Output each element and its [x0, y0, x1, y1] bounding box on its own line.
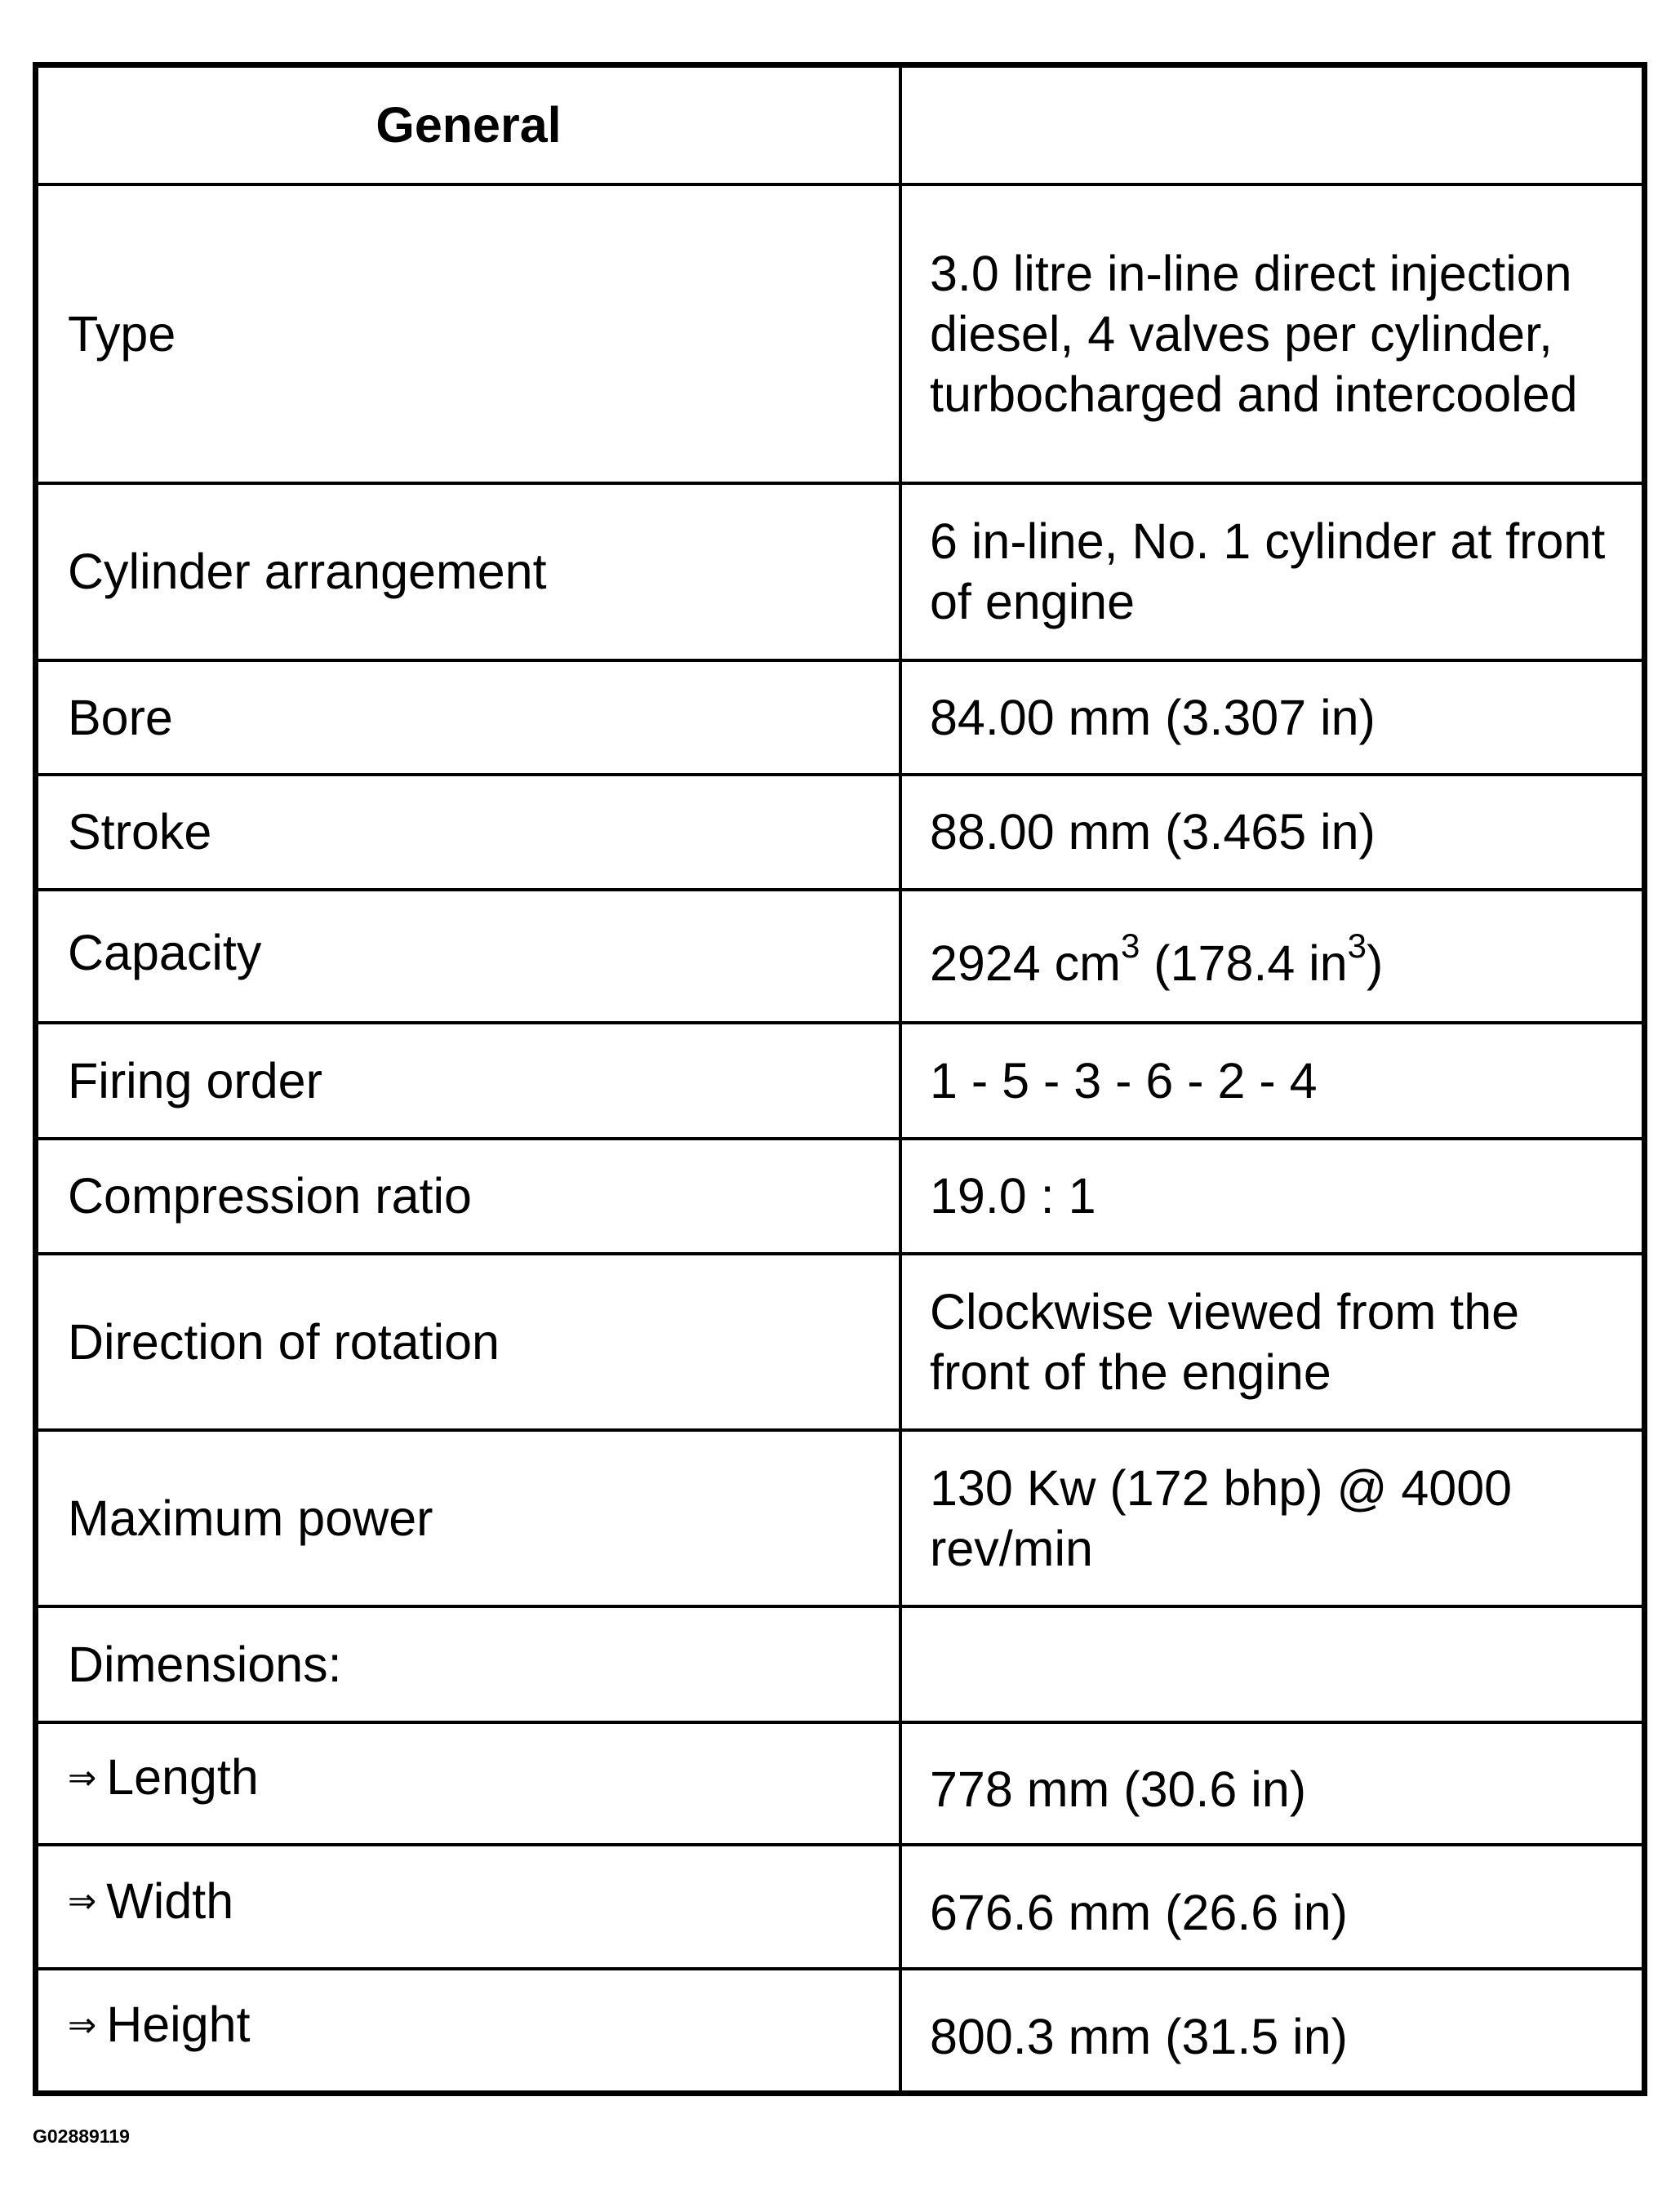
table-row-width [36, 1845, 1645, 1969]
table-row-compression-ratio [36, 1139, 1645, 1254]
figure-code: G02889119 [33, 2126, 130, 2147]
table-row-stroke [36, 775, 1645, 890]
row-label-cell [36, 1969, 901, 2093]
row-value: 778 mm (30.6 in) [900, 1722, 1645, 1845]
row-value: 676.6 mm (26.6 in) [900, 1845, 1645, 1969]
row-value: 84.00 mm (3.307 in) [900, 660, 1645, 775]
table-row-capacity [36, 890, 1645, 1023]
row-label-cell [36, 1722, 901, 1845]
table-row-bore [36, 660, 1645, 775]
capacity-value-mid: (178.4 in [1140, 935, 1348, 991]
row-label: Stroke [36, 775, 901, 890]
header-value [900, 65, 1645, 184]
table-row-dimensions [36, 1606, 1645, 1721]
row-label-cell [36, 1845, 901, 1969]
table-row-maximum-power [36, 1430, 1645, 1606]
capacity-superscript-2: 3 [1347, 926, 1367, 966]
row-value: 6 in-line, No. 1 cylinder at front of engine [900, 483, 1645, 660]
row-label: Direction of rotation [36, 1254, 901, 1430]
row-label: Type [36, 184, 901, 484]
row-value: 1 - 5 - 3 - 6 - 2 - 4 [900, 1023, 1645, 1138]
table-row-cylinder-arrangement [36, 483, 1645, 660]
capacity-superscript-1: 3 [1120, 926, 1140, 966]
row-value: 3.0 litre in-line direct injection diesel, 4 valves per cylinder, turbocharged and intercooled [900, 184, 1645, 484]
row-value: Clockwise viewed from the front of the engine [900, 1254, 1645, 1430]
table-header-row [36, 65, 1645, 184]
row-label: Width [106, 1872, 234, 1929]
row-label: Length [106, 1749, 259, 1806]
table-row-length [36, 1722, 1645, 1845]
row-label: Dimensions: [36, 1606, 901, 1721]
table-row-direction-of-rotation [36, 1254, 1645, 1430]
row-value [900, 1606, 1645, 1721]
row-value: 130 Kw (172 bhp) @ 4000 rev/min [900, 1430, 1645, 1606]
row-label: Bore [36, 660, 901, 775]
arrow-right-icon: ⇒ [68, 1758, 97, 1797]
row-value: 88.00 mm (3.465 in) [900, 775, 1645, 890]
row-label: Compression ratio [36, 1139, 901, 1254]
table-row-firing-order [36, 1023, 1645, 1138]
row-label: Firing order [36, 1023, 901, 1138]
row-label: Height [106, 1997, 251, 2053]
row-label: Maximum power [36, 1430, 901, 1606]
engine-spec-table [33, 62, 1647, 2096]
capacity-value-suffix: ) [1367, 935, 1384, 991]
table-row-height [36, 1969, 1645, 2093]
arrow-right-icon: ⇒ [68, 2006, 97, 2045]
row-label: Cylinder arrangement [36, 483, 901, 660]
row-value: 19.0 : 1 [900, 1139, 1645, 1254]
header-label: General [36, 65, 901, 184]
capacity-value-prefix: 2924 cm [930, 935, 1121, 991]
arrow-right-icon: ⇒ [68, 1881, 97, 1921]
row-label: Capacity [36, 890, 901, 1023]
row-value [900, 890, 1645, 1023]
table-row-type [36, 184, 1645, 484]
row-value: 800.3 mm (31.5 in) [900, 1969, 1645, 2093]
